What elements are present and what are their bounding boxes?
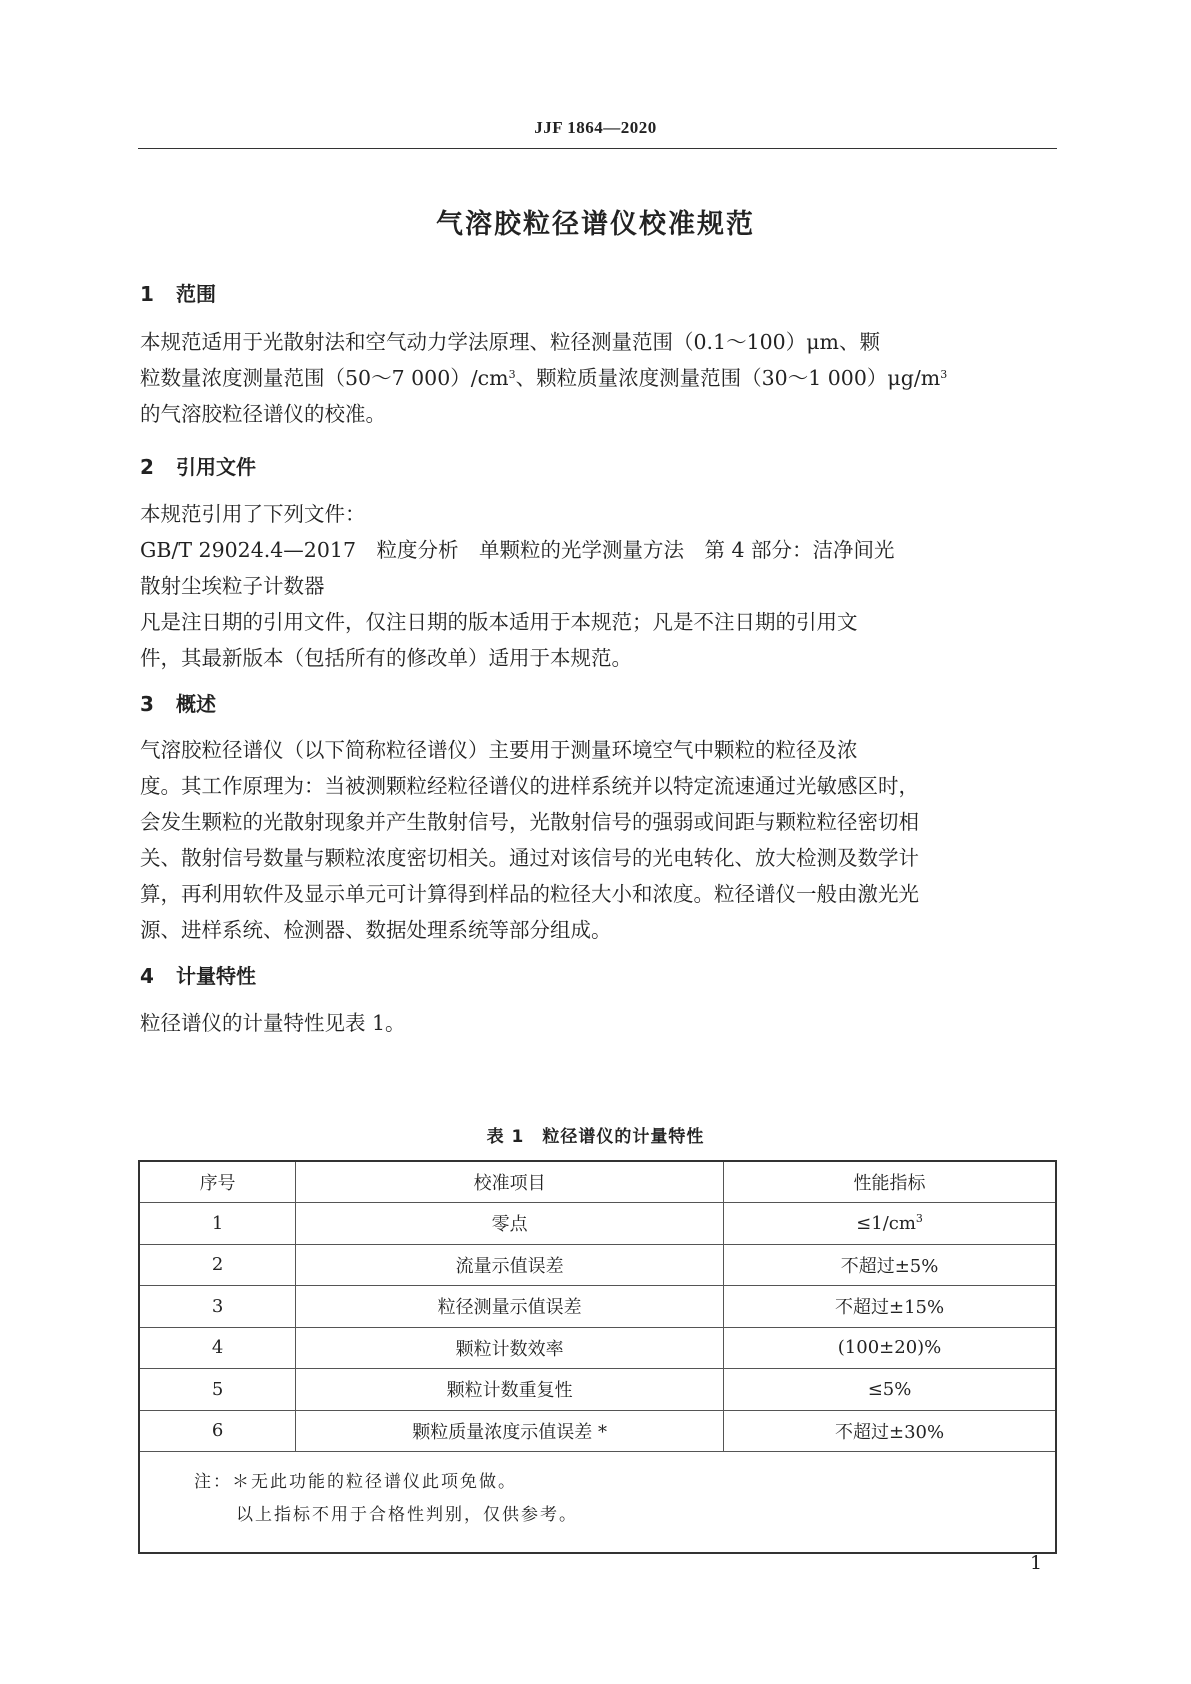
overview-line-5: 算，再利用软件及显示单元可计算得到样品的粒径大小和浓度。粒径谱仪一般由激光光 (140, 882, 919, 906)
table-row (139, 1327, 1056, 1369)
overview-line-4: 关、散射信号数量与颗粒浓度密切相关。通过对该信号的光电转化、放大检测及数学计 (140, 846, 919, 870)
section-1-heading (140, 278, 216, 307)
page-number: 1 (1030, 1552, 1043, 1574)
performance-spec: 不超过±5% (724, 1244, 1056, 1286)
calibration-item: 颗粒计数效率 (296, 1327, 724, 1369)
scope-paragraph-line-2: 粒数量浓度测量范围（50～7 $000)/cm^3$、颗粒质量浓度测量范围（30～1 $000)\mu g/m^3$ (140, 366, 948, 390)
table-row (139, 1244, 1056, 1286)
table-note-row (139, 1452, 1056, 1554)
table-row (139, 1286, 1056, 1328)
table-row (139, 1410, 1056, 1452)
section-number: 4 (140, 964, 154, 988)
header-cell: 性能指标 (724, 1161, 1056, 1203)
overview-line-6: 源、进样系统、检测器、数据处理系统等部分组成。 (140, 918, 612, 942)
scope-paragraph-line-1: 本规范适用于光散射法和空气动力学法原理、粒径测量范围（0.1～100）μm、颗 (140, 330, 880, 354)
table-header-row (139, 1161, 1056, 1203)
references-line-5: 件，其最新版本（包括所有的修改单）适用于本规范。 (140, 646, 632, 670)
note-line-2: 以上指标不用于合格性判别，仅供参考。 (236, 1505, 578, 1525)
row-number: 1 (139, 1203, 296, 1245)
row-number: 2 (139, 1244, 296, 1286)
document-title: 气溶胶粒径谱仪校准规范 (436, 209, 755, 240)
section-title: 引用文件 (176, 455, 256, 479)
calibration-table (138, 1160, 1057, 1554)
section-title: 计量特性 (176, 964, 256, 988)
references-line-3: 散射尘埃粒子计数器 (140, 574, 325, 598)
table-row (139, 1203, 1056, 1245)
section-3-heading (140, 688, 216, 717)
performance-spec: 不超过±30% (724, 1410, 1056, 1452)
row-number: 4 (139, 1327, 296, 1369)
metrology-intro: 粒径谱仪的计量特性见表 1。 (140, 1011, 406, 1035)
row-number: 5 (139, 1369, 296, 1411)
section-number: 3 (140, 692, 154, 716)
overview-line-1: 气溶胶粒径谱仪（以下简称粒径谱仪）主要用于测量环境空气中颗粒的粒径及浓 (140, 738, 858, 762)
calibration-item: 颗粒质量浓度示值误差 * (296, 1410, 724, 1452)
table-caption: 表 1 粒径谱仪的计量特性 (486, 1127, 705, 1147)
overview-line-3: 会发生颗粒的光散射现象并产生散射信号，光散射信号的强弱或间距与颗粒粒径密切相 (140, 810, 919, 834)
performance-spec: $\le 1/cm^3$ (724, 1203, 1056, 1245)
row-number: 3 (139, 1286, 296, 1328)
performance-spec: 不超过±15% (724, 1286, 1056, 1328)
row-number: 6 (139, 1410, 296, 1452)
section-number: 2 (140, 455, 154, 479)
section-title: 概述 (176, 692, 216, 716)
superscript: 3 (915, 1211, 923, 1225)
header-rule (138, 148, 1057, 149)
calibration-item: 粒径测量示值误差 (296, 1286, 724, 1328)
references-line-2: GB/T 29024.4—2017 粒度分析 单颗粒的光学测量方法 第 4 部分：洁净间光 (140, 538, 895, 562)
table-row (139, 1369, 1056, 1411)
performance-spec: ≤5% (724, 1369, 1056, 1411)
overview-line-2: 度。其工作原理为：当被测颗粒经粒径谱仪的进样系统并以特定流速通过光敏感区时， (140, 774, 919, 798)
performance-spec: (100±20)% (724, 1327, 1056, 1369)
header-code: JJF 1864—2020 (534, 118, 657, 137)
scope-paragraph-line-3: 的气溶胶粒径谱仪的校准。 (140, 402, 386, 426)
section-title: 范围 (176, 282, 216, 306)
section-2-heading (140, 451, 256, 480)
calibration-item: 零点 (296, 1203, 724, 1245)
header-cell: 校准项目 (296, 1161, 724, 1203)
references-line-1: 本规范引用了下列文件： (140, 502, 366, 526)
superscript: 3 (940, 368, 948, 381)
references-line-4: 凡是注日期的引用文件，仅注日期的版本适用于本规范；凡是不注日期的引用文 (140, 610, 858, 634)
note-line-1: 注：＊无此功能的粒径谱仪此项免做。 (194, 1472, 517, 1492)
calibration-item: 流量示值误差 (296, 1244, 724, 1286)
table-note (139, 1452, 1056, 1554)
superscript: 3 (508, 368, 516, 381)
header-cell: 序号 (139, 1161, 296, 1203)
section-number: 1 (140, 282, 154, 306)
calibration-item: 颗粒计数重复性 (296, 1369, 724, 1411)
section-4-heading (140, 960, 256, 989)
